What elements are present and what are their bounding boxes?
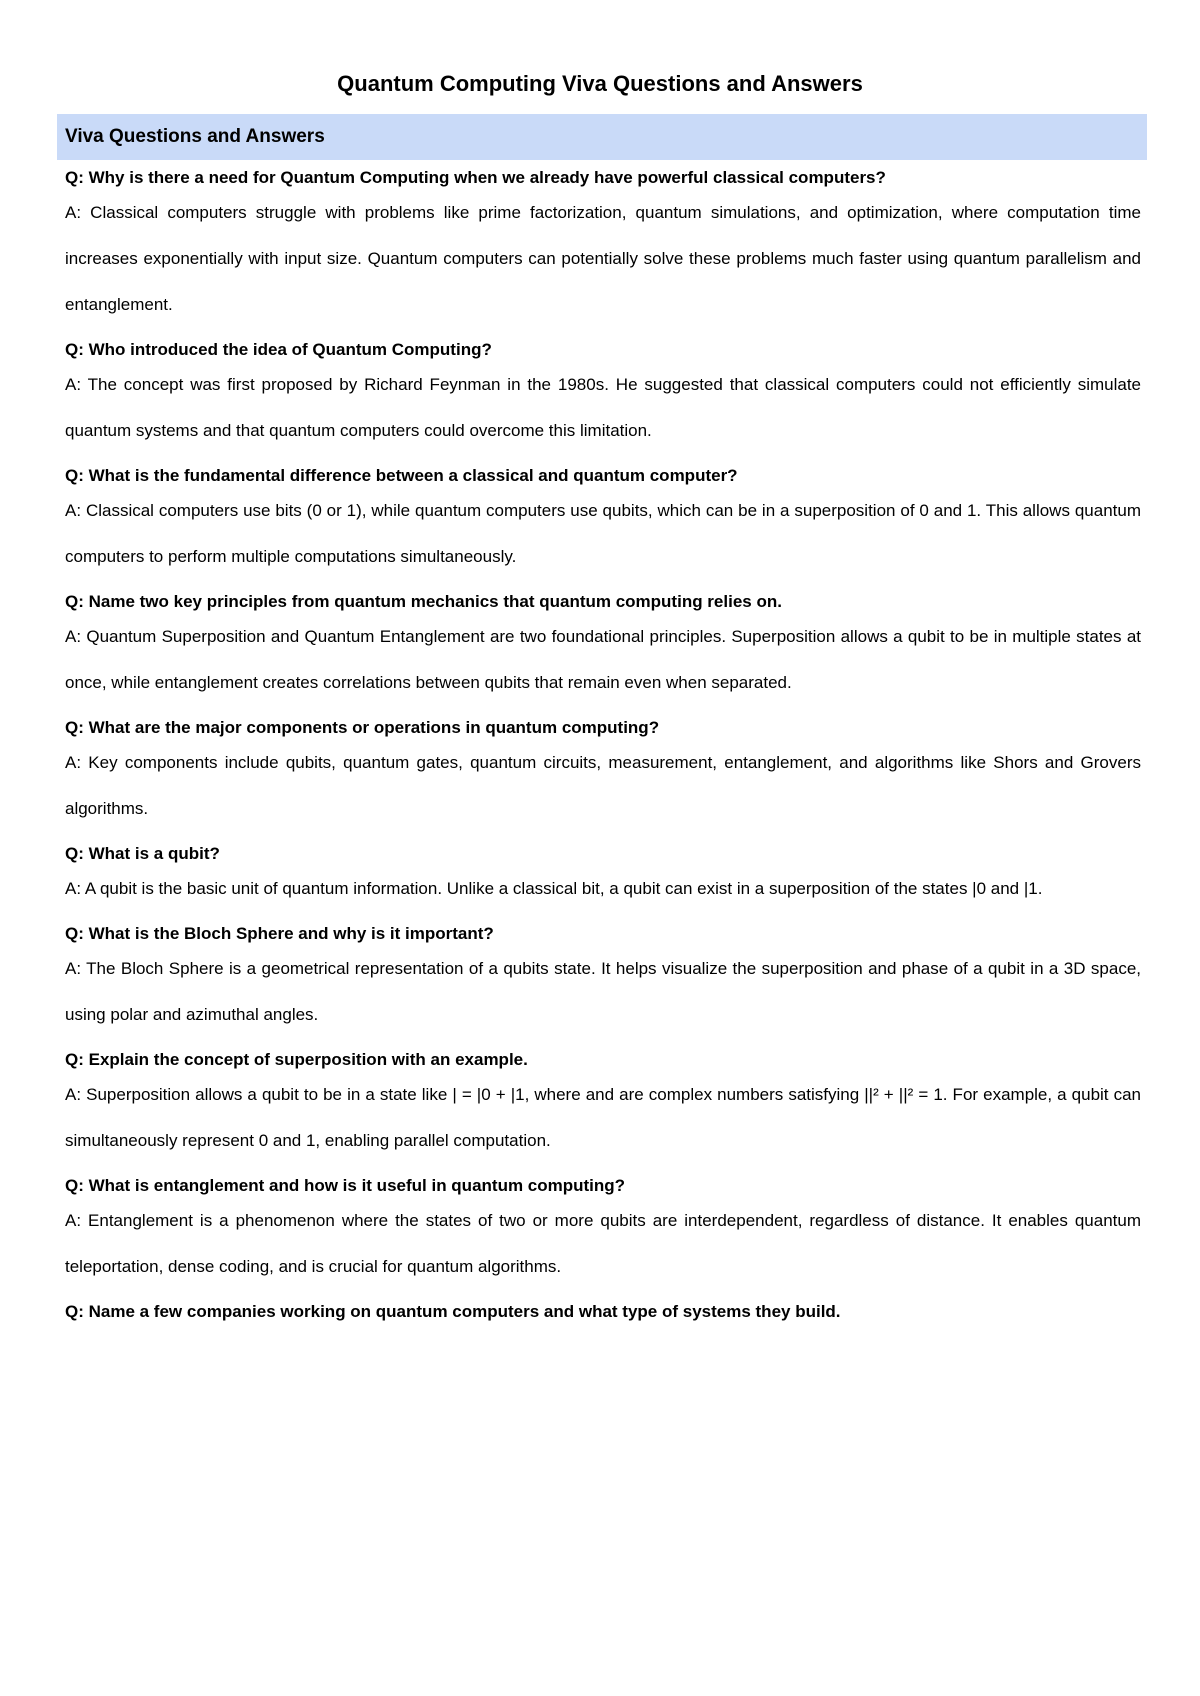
question-text: Q: What is the fundamental difference between a classical and quantum computer? xyxy=(65,466,738,485)
question-text: Q: Explain the concept of superposition with an example. xyxy=(65,1050,528,1069)
answer-text: A: The Bloch Sphere is a geometrical representation of a qubits state. It helps visualize the superposition and phase of a qubit in a 3D space, using polar and azimuthal angles. xyxy=(65,959,1141,1024)
answer-text: A: Quantum Superposition and Quantum Entanglement are two foundational principles. Superposition allows a qubit to be in multiple states at once, while entanglement creates correlations between qubits that remain even when separated. xyxy=(65,627,1141,692)
question-text: Q: What are the major components or operations in quantum computing? xyxy=(65,718,660,737)
answer-text: A: Classical computers struggle with problems like prime factorization, quantum simulations, and optimization, where computation time increases exponentially with input size. Quantum computers can potentially solve these problems much faster using quantum parallelism and entanglement. xyxy=(65,203,1141,314)
qa-item xyxy=(65,1048,1141,1164)
question-text: Q: What is the Bloch Sphere and why is it important? xyxy=(65,924,494,943)
qa-item xyxy=(65,716,1141,832)
question-text: Q: Who introduced the idea of Quantum Computing? xyxy=(65,340,492,359)
question-text: Q: Why is there a need for Quantum Computing when we already have powerful classical computers? xyxy=(65,168,886,187)
qa-item xyxy=(65,338,1141,454)
qa-item xyxy=(65,1174,1141,1290)
qa-item xyxy=(65,590,1141,706)
qa-item xyxy=(65,166,1141,328)
answer-text: A: The concept was first proposed by Richard Feynman in the 1980s. He suggested that classical computers could not efficiently simulate quantum systems and that quantum computers could overcome this limitation. xyxy=(65,375,1141,440)
qa-item xyxy=(65,464,1141,580)
question-text: Q: Name a few companies working on quantum computers and what type of systems they build. xyxy=(65,1302,841,1321)
question-text: Q: Name two key principles from quantum mechanics that quantum computing relies on. xyxy=(65,592,782,611)
answer-text: A: Entanglement is a phenomenon where the states of two or more qubits are interdependent, regardless of distance. It enables quantum teleportation, dense coding, and is crucial for quantum algorithms. xyxy=(65,1211,1141,1276)
section-header-band xyxy=(57,114,1147,160)
qa-item xyxy=(65,922,1141,1038)
qa-item xyxy=(65,842,1141,912)
section-heading: Viva Questions and Answers xyxy=(65,126,325,147)
document-title: Quantum Computing Viva Questions and Answers xyxy=(337,71,863,96)
question-text: Q: What is entanglement and how is it useful in quantum computing? xyxy=(65,1176,626,1195)
answer-text: A: Classical computers use bits (0 or 1), while quantum computers use qubits, which can be in a superposition of 0 and 1. This allows quantum computers to perform multiple computations simultaneously. xyxy=(65,501,1141,566)
answer-text: A: Superposition allows a qubit to be in a state like | = |0 + |1, where and are complex numbers satisfying ||² + ||² = 1. For example, a qubit can simultaneously represent 0 and 1, enabling parallel computation. xyxy=(65,1085,1141,1150)
answer-text: A: Key components include qubits, quantum gates, quantum circuits, measurement, entanglement, and algorithms like Shors and Grovers algorithms. xyxy=(65,753,1141,818)
qa-item xyxy=(65,1300,1141,1324)
answer-text: A: A qubit is the basic unit of quantum information. Unlike a classical bit, a qubit can exist in a superposition of the states |0 and |1. xyxy=(65,879,1043,898)
qa-list xyxy=(65,166,1141,1335)
question-text: Q: What is a qubit? xyxy=(65,844,220,863)
